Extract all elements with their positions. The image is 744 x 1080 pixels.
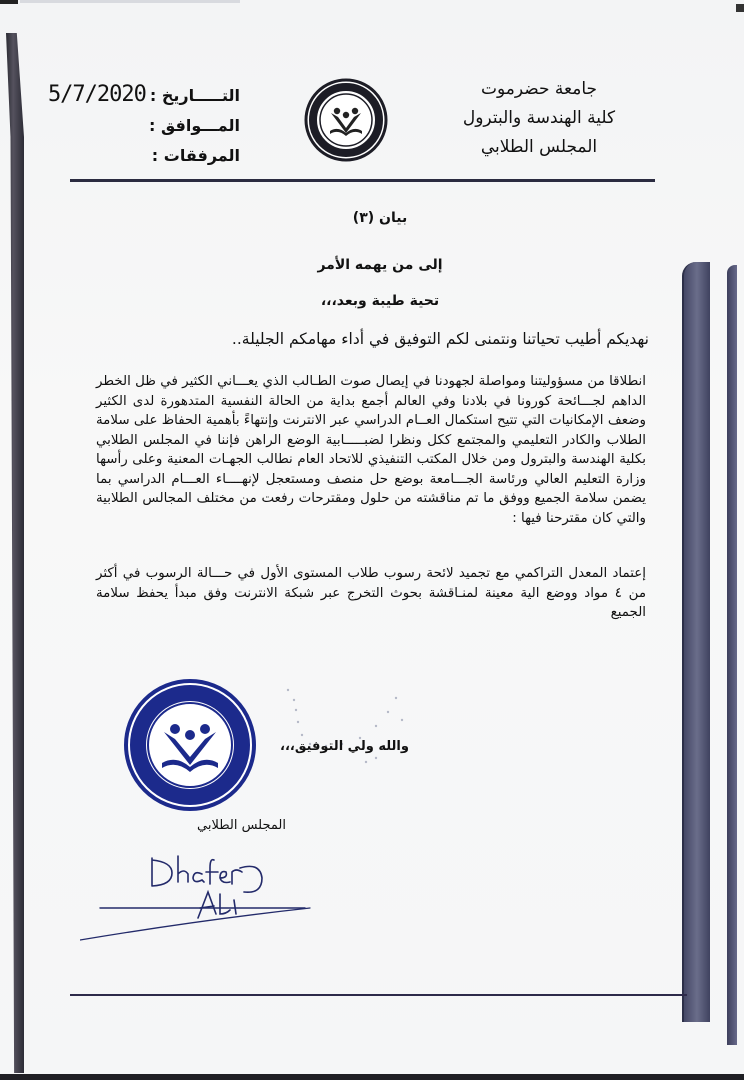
university-name: جامعة حضرموت bbox=[480, 79, 598, 99]
date-label: التـــــاريخ : bbox=[149, 86, 240, 105]
student-council-stamp-icon bbox=[122, 677, 258, 813]
council-name: المجلس الطلابي bbox=[480, 137, 598, 157]
scan-edge bbox=[0, 0, 18, 4]
proposal-paragraph: إعتماد المعدل التراكمي مع تجميد لائحة رسوب طلاب المستوى الأول في حـــالة الرسوب في أكثر من ٤ مواد ووضع الية معينة لمنـاقشة بحوث التخرج عبر شبكة الانترنت وفق مبدأ يحفظ سلامة الجميع bbox=[96, 566, 646, 620]
closing-phrase: والله ولي التوفيق،،، bbox=[280, 739, 409, 754]
date-value: 5/7/2020 bbox=[47, 82, 146, 107]
right-border-bar-thin bbox=[727, 265, 737, 1045]
statement-title: بيان (٣) bbox=[352, 210, 408, 226]
footer-divider bbox=[70, 994, 687, 996]
scan-edge bbox=[20, 0, 240, 3]
body-paragraph: انطلاقا من مسؤوليتنا ومواصلة لجهودنا في إيصال صوت الطـالب الذي يعـــاني الكثير في ظل الخطر الداهم لجـــائحة كورونا في بلادنا وفي العالم أجمع بداية من الحالة النفسية المتدهورة لدى الكثير وضعف الإمكانيات التي تتيح استكمال العــام الدراسي عبر الانترنت وإنتهاءً بأهمية الحفاظ على سلامة الطلاب والكادر التعليمي والمجتمع ككل ونظرا لضبـــــابية الوضع الراهن فإننا في المجلس الطلابي بكلية الهندسة والبترول ومن خلال المكتب التنفيذي للاتحاد العام نطالب الجهـات المعنية وعلى رأسها وزارة التعليم العالي ورئاسة الجـــامعة بوضع حل منصف ومستعجل لإنهــــاء العـــام الدراسي بما يضمن سلامة الجميع ووفق ما تم مناقشته من حلول ومقترحات رفعت من مختلف المجالس الطلابية والتي كان مقترحنا فيها : bbox=[96, 374, 646, 526]
right-border-bar bbox=[682, 262, 710, 1022]
handwritten-signature bbox=[80, 848, 320, 948]
faded-signature-mark bbox=[276, 680, 416, 780]
salutation: تحية طيبة وبعد،،، bbox=[320, 293, 440, 309]
left-border-bar bbox=[6, 33, 24, 1073]
letter-meta bbox=[40, 80, 240, 171]
college-name: كلية الهندسة والبترول bbox=[462, 108, 616, 128]
reference-row bbox=[40, 111, 240, 141]
date-row bbox=[40, 80, 240, 111]
reference-label: المـــوافق : bbox=[148, 116, 240, 135]
greeting-line: نهديكم أطيب تحياتنا ونتمنى لكم التوفيق في أداء مهامكم الجليلة.. bbox=[231, 330, 649, 348]
attachments-row bbox=[40, 141, 240, 171]
scan-edge-bottom bbox=[0, 1074, 744, 1080]
letterhead-institution bbox=[429, 75, 649, 162]
signatory-name: المجلس الطلابي bbox=[197, 818, 286, 833]
student-council-seal-icon bbox=[304, 78, 388, 162]
attachments-label: المرفقات : bbox=[151, 146, 240, 165]
scan-edge bbox=[736, 4, 744, 12]
addressee: إلى من يهمه الأمر bbox=[317, 257, 443, 273]
header-divider bbox=[70, 179, 655, 182]
